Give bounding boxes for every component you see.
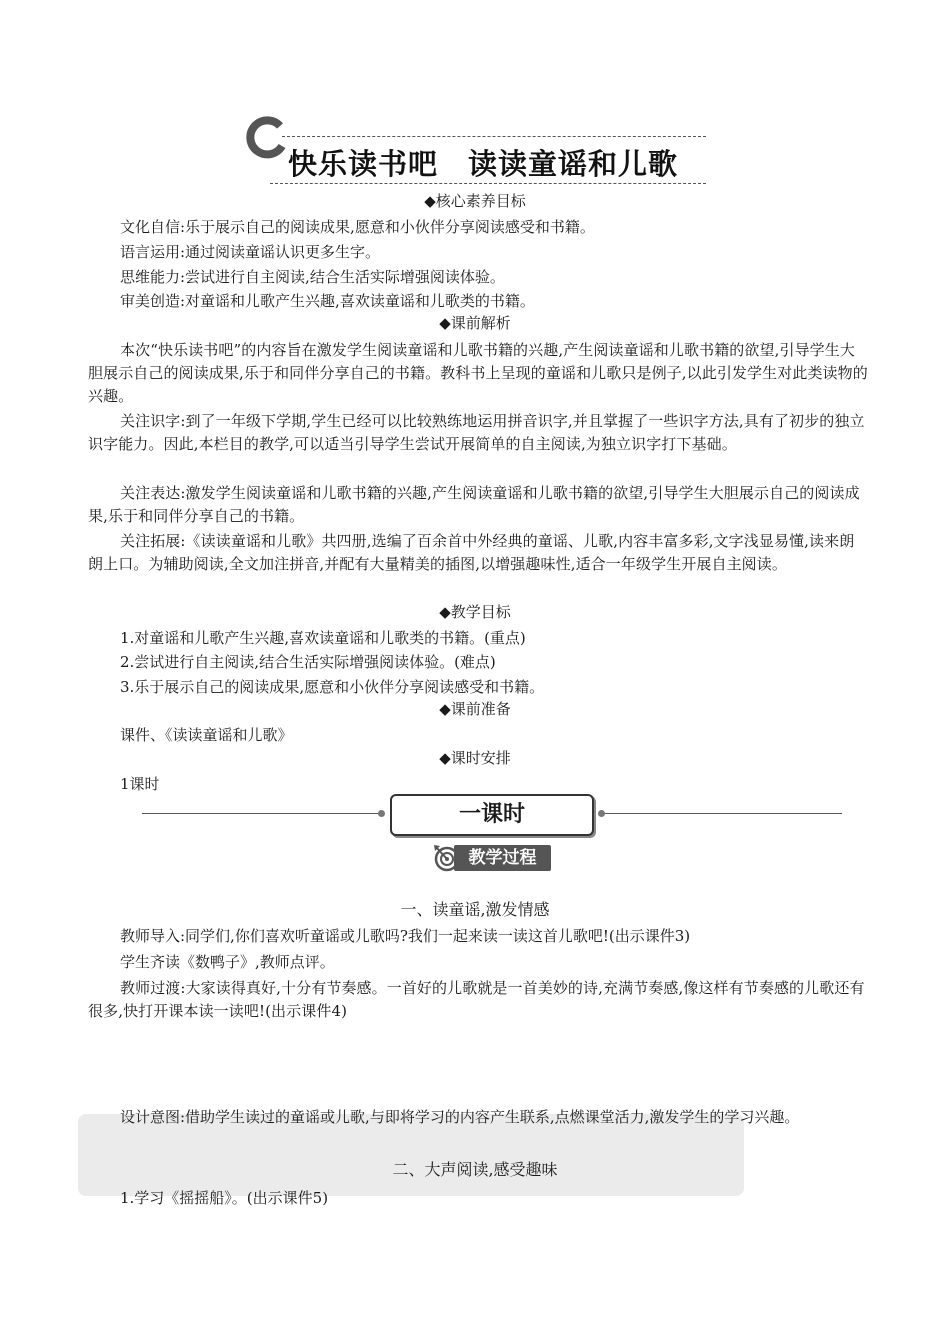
part1-heading: 一、读童谣,激发情感 (400, 900, 550, 919)
title-ring-icon (244, 116, 288, 160)
process-badge (432, 845, 551, 871)
part2-first-line: 1.学习《摇摇船》。(出示课件5) (120, 1189, 329, 1207)
section-core-heading: ◆核心素养目标 (424, 192, 526, 210)
lesson-title-box: 一课时 (390, 794, 594, 836)
objective-2: 2.尝试进行自主阅读,结合生活实际增强阅读体验。(难点) (120, 653, 496, 671)
lesson-rule-right-dot (598, 810, 605, 817)
analysis-paragraph-4: 关注拓展:《读读童谣和儿歌》共四册,选编了百余首中外经典的童谣、儿歌,内容丰富多彩,文字浅显易懂,读来朗朗上口。为辅助阅读,全文加注拼音,并配有大量精美的插图,以增强趣味性,适合一年级学生开展自主阅读。 (88, 532, 855, 573)
part1-line-2: 学生齐读《数鸭子》,教师点评。 (120, 953, 335, 971)
analysis-paragraph-1: 本次“快乐读书吧”的内容旨在激发学生阅读童谣和儿歌书籍的兴趣,产生阅读童谣和儿歌书籍的欲望,引导学生大胆展示自己的阅读成果,乐于和同伴分享自己的书籍。教科书上呈现的童谣和儿歌只是例子,以此引发学生对此类读物的兴趣。 (88, 341, 868, 405)
part2-heading: 二、大声阅读,感受趣味 (392, 1160, 558, 1179)
part1-paragraph: 教师过渡:大家读得真好,十分有节奏感。一首好的儿歌就是一首美妙的诗,充满节奏感,像这样有节奏感的儿歌还有很多,快打开课本读一读吧!(出示课件4) (88, 979, 865, 1020)
part1-line-1: 教师导入:同学们,你们喜欢听童谣或儿歌吗?我们一起来读一读这首儿歌吧!(出示课件3) (120, 927, 691, 945)
section-analysis-heading: ◆课前解析 (439, 314, 511, 332)
objective-1: 1.对童谣和儿歌产生兴趣,喜欢读童谣和儿歌类的书籍。(重点) (120, 629, 526, 647)
title-rule-top (282, 136, 706, 137)
prep-text: 课件、《读读童谣和儿歌》 (120, 726, 293, 744)
core-goal-4: 审美创造:对童谣和儿歌产生兴趣,喜欢读童谣和儿歌类的书籍。 (120, 292, 535, 310)
analysis-paragraph-2: 关注识字:到了一年级下学期,学生已经可以比较熟练地运用拼音识字,并且掌握了一些识字方法,具有了初步的独立识字能力。因此,本栏目的教学,可以适当引导学生尝试开展简单的自主阅读,为独立识字打下基础。 (88, 412, 865, 453)
objective-3: 3.乐于展示自己的阅读成果,愿意和小伙伴分享阅读感受和书籍。 (120, 678, 545, 696)
lesson-rule-right (602, 813, 842, 814)
process-badge-label: 教学过程 (454, 845, 551, 871)
lesson-rule-left (142, 813, 382, 814)
lesson-rule-left-dot (378, 810, 385, 817)
schedule-text: 1课时 (120, 775, 160, 793)
core-goal-1: 文化自信:乐于展示自己的阅读成果,愿意和小伙伴分享阅读感受和书籍。 (120, 218, 595, 236)
design-intent-text: 设计意图:借助学生读过的童谣或儿歌,与即将学习的内容产生联系,点燃课堂活力,激发学生的学习兴趣。 (120, 1108, 800, 1126)
core-goal-3: 思维能力:尝试进行自主阅读,结合生活实际增强阅读体验。 (120, 268, 505, 286)
page-title: 快乐读书吧 读读童谣和儿歌 (288, 147, 679, 181)
section-schedule-heading: ◆课时安排 (439, 749, 511, 767)
title-rule-bottom (270, 183, 706, 184)
analysis-paragraph-3: 关注表达:激发学生阅读童谣和儿歌书籍的兴趣,产生阅读童谣和儿歌书籍的欲望,引导学生大胆展示自己的阅读成果,乐于和同伴分享自己的书籍。 (88, 484, 860, 525)
section-objectives-heading: ◆教学目标 (439, 603, 511, 621)
core-goal-2: 语言运用:通过阅读童谣认识更多生字。 (120, 243, 381, 261)
section-prep-heading: ◆课前准备 (439, 700, 511, 718)
